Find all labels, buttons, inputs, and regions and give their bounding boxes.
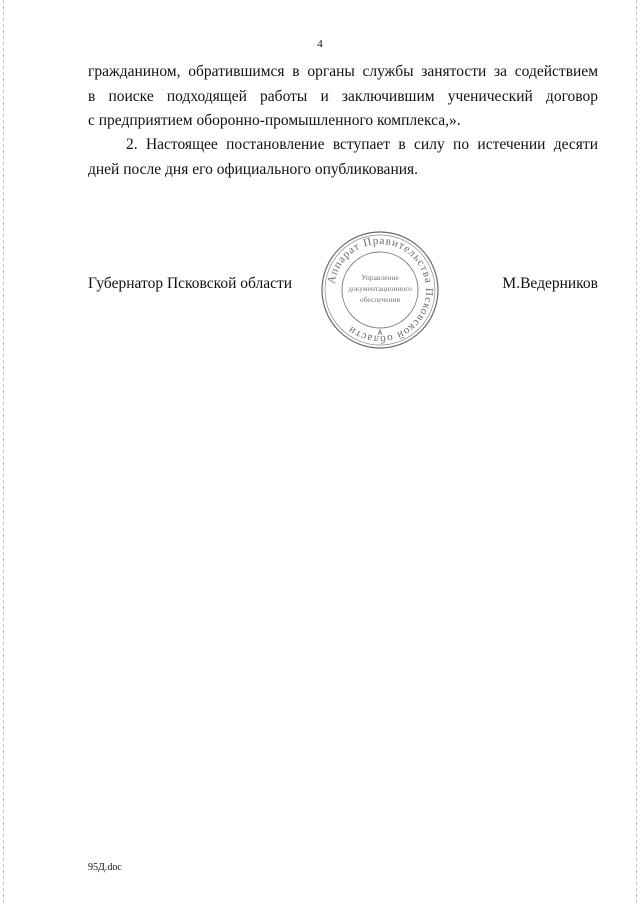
paragraph-effective-date <box>88 133 598 182</box>
paragraph-line: 2. Настоящее постановление вступает в силу по истечении десяти <box>126 136 598 153</box>
stamp-seal <box>318 228 442 352</box>
official-stamp <box>318 228 442 352</box>
paragraph-line: с предприятием оборонно-промышленного комплекса,». <box>88 112 461 129</box>
scan-edge-left <box>3 0 4 905</box>
stamp-outer-text: Аппарат Правительства Псковской области <box>325 234 436 346</box>
file-name-footer: 95Д.doc <box>88 862 122 873</box>
paragraph-continuation <box>88 60 598 134</box>
paragraph-line: в поиске подходящей работы и заключившим ученический договор <box>88 87 598 105</box>
signatory-name: М.Ведерников <box>502 275 598 292</box>
stamp-inner-line: документационного <box>348 284 412 293</box>
paragraph-line: дней после дня его официального опубликования. <box>88 160 419 178</box>
paragraph-line: гражданином, обратившимся в органы службы занятости за содействием <box>88 63 598 80</box>
signatory-title: Губернатор Псковской области <box>88 275 293 292</box>
scan-edge-right <box>636 0 637 905</box>
page-number: 4 <box>317 38 323 50</box>
stamp-inner-line: обеспечения <box>359 295 401 304</box>
stamp-inner-line: Управление <box>361 273 399 282</box>
